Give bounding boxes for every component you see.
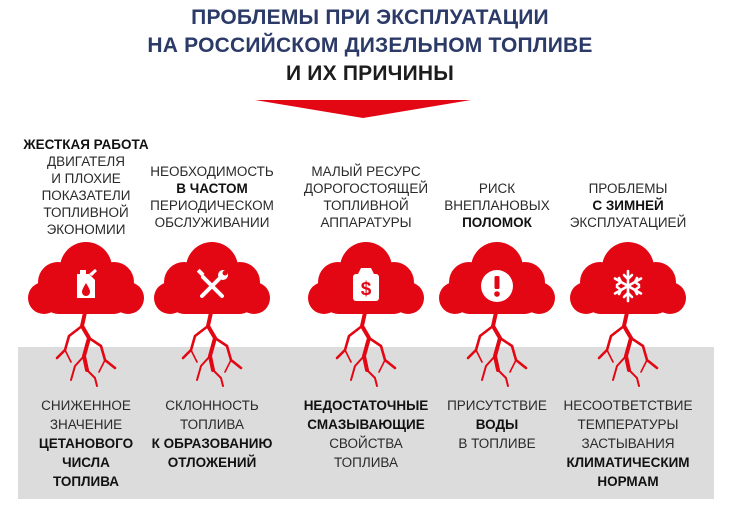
cause-text-line: ЦЕТАНОВОГО <box>38 436 134 451</box>
cause-text-line: К ОБРАЗОВАНИЮ <box>151 436 273 451</box>
problem-text-line: ПРОБЛЕМЫ <box>588 181 668 196</box>
problem-text <box>291 163 441 231</box>
problem-text-line: ОБСЛУЖИВАНИИ <box>154 215 270 230</box>
cause-text <box>137 396 287 472</box>
problem-text-line: ДОРОГОСТОЯЩЕЙ <box>303 181 429 196</box>
problem-text-line: ПОКАЗАТЕЛИ <box>41 188 131 203</box>
cause-text-line: В ТОПЛИВЕ <box>458 436 536 451</box>
title-line-2: НА РОССИЙСКОМ ДИЗЕЛЬНОМ ТОПЛИВЕ <box>147 34 593 57</box>
cause-text <box>422 396 572 453</box>
cause-text-line: СНИЖЕННОЕ <box>41 398 131 413</box>
cause-text-line: НЕДОСТАТОЧНЫЕ <box>303 398 429 413</box>
warning-exclamation-icon <box>481 270 513 302</box>
problem-text-line: ТОПЛИВНОЙ <box>323 198 409 213</box>
problem-text-line: РИСК <box>478 181 516 196</box>
cause-text-line: СВОЙСТВА <box>329 436 403 451</box>
lightning-roots-icon <box>177 308 247 388</box>
problem-text-line: В ЧАСТОМ <box>176 181 248 196</box>
problem-text <box>137 163 287 231</box>
problem-text-line: ТОПЛИВНОЙ <box>43 205 129 220</box>
problem-text-line: МАЛЫЙ РЕСУРС <box>311 164 421 179</box>
svg-text:$: $ <box>360 279 372 300</box>
cause-text-line: СМАЗЫВАЮЩИЕ <box>307 417 425 432</box>
cause-text-line: ТОПЛИВА <box>180 417 244 432</box>
lightning-roots-icon <box>593 308 663 388</box>
cause-text-line: ПРИСУТСТВИЕ <box>447 398 547 413</box>
cause-text <box>291 396 441 472</box>
cause-text-line: ТЕМПЕРАТУРЫ <box>577 417 679 432</box>
cause-text-line: ТОПЛИВА <box>334 455 398 470</box>
lightning-roots-icon <box>331 308 401 388</box>
problem-text-line: ЖЕСТКАЯ РАБОТА <box>23 137 149 152</box>
title-line-3: И ИХ ПРИЧИНЫ <box>285 62 455 85</box>
cause-text-line: ЗНАЧЕНИЕ <box>49 417 123 432</box>
cause-text-line: НОРМАМ <box>597 474 659 489</box>
cause-text-line: НЕСООТВЕТСТВИЕ <box>563 398 693 413</box>
cause-text-line: СКЛОННОСТЬ <box>165 398 259 413</box>
problem-text-line: АППАРАТУРЫ <box>320 215 412 230</box>
infographic-title <box>0 4 740 88</box>
problem-text-line: ЭКОНОМИИ <box>46 222 126 237</box>
problem-text-line: И ПЛОХИЕ <box>51 171 121 186</box>
cause-text-line: КЛИМАТИЧЕСКИМ <box>566 455 690 470</box>
problem-text-line: ЭКСПЛУАТАЦИЕЙ <box>569 215 687 230</box>
cause-text <box>553 396 703 491</box>
cause-text-line: ТОПЛИВА <box>52 474 120 489</box>
cause-text-line: ОТЛОЖЕНИЙ <box>167 455 257 470</box>
lightning-roots-icon <box>51 308 121 388</box>
problem-text-line: ПЕРИОДИЧЕСКОМ <box>150 198 274 213</box>
problem-text-line: ПОЛОМОК <box>462 215 532 230</box>
problem-text <box>422 180 572 231</box>
problem-text-line: НЕОБХОДИМОСТЬ <box>150 164 274 179</box>
down-arrow-icon <box>255 100 471 118</box>
cause-text-line: ВОДЫ <box>475 417 519 432</box>
problem-text-line: ДВИГАТЕЛЯ <box>46 154 126 169</box>
problem-text-line: ВНЕПЛАНОВЫХ <box>444 198 550 213</box>
cause-text-line: ЧИСЛА <box>62 455 110 470</box>
cause-text-line: ЗАСТЫВАНИЯ <box>581 436 675 451</box>
problem-text-line: С ЗИМНЕЙ <box>592 198 664 213</box>
problem-text <box>553 180 703 231</box>
title-line-1: ПРОБЛЕМЫ ПРИ ЭКСПЛУАТАЦИИ <box>191 6 549 29</box>
lightning-roots-icon <box>462 308 532 388</box>
